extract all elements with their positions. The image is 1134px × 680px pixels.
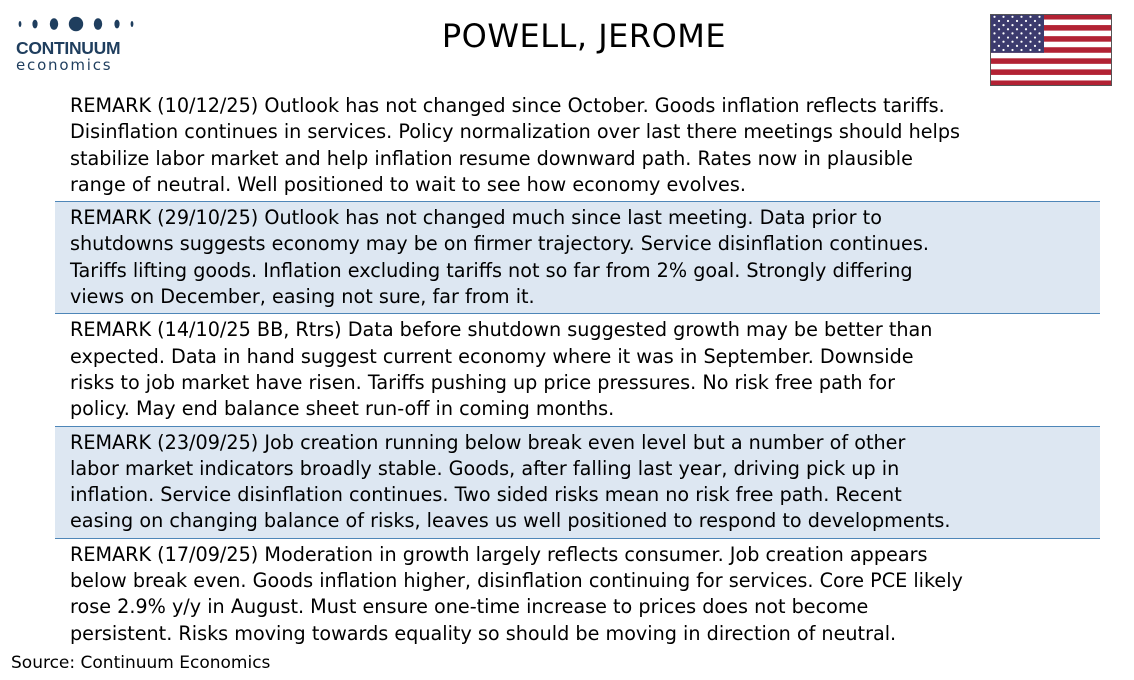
remark-line: risks to job market have risen. Tariffs pushing up price pressures. No risk free path for	[70, 370, 896, 394]
page-title: POWELL, JEROME	[441, 17, 727, 55]
remark-line: Disinflation continues in services. Policy normalization over last there meetings should helps	[70, 120, 961, 144]
remark-line: shutdowns suggests economy may be on firmer trajectory. Service disinflation continues.	[70, 232, 929, 256]
logo-name: CONTINUUM	[16, 38, 121, 58]
remark-line: REMARK (29/10/25) Outlook has not changed much since last meeting. Data prior to	[70, 206, 882, 230]
remark-line: Tariffs lifting goods. Inflation excluding tariffs not so far from 2% goal. Strongly differing	[70, 258, 913, 282]
remark-line: rose 2.9% y/y in August. Must ensure one-time increase to prices does not become	[70, 595, 869, 619]
remark-line: policy. May end balance sheet run-off in coming months.	[70, 397, 615, 421]
remark-line: below break even. Goods inflation higher, disinflation continuing for services. Core PCE likely	[70, 569, 963, 593]
remark-line: easing on changing balance of risks, leaves us well positioned to respond to developments.	[70, 509, 951, 533]
remarks-list	[55, 90, 1100, 650]
logo-subtitle: economics	[16, 56, 113, 74]
remark-row	[55, 90, 1100, 202]
remark-line: inflation. Service disinflation continues. Two sided risks mean no risk free path. Recent	[70, 483, 902, 507]
remark-line: range of neutral. Well positioned to wait to see how economy evolves.	[70, 172, 746, 196]
remark-line: views on December, easing not sure, far from it.	[70, 285, 535, 309]
remark-row	[55, 539, 1100, 650]
remark-line: REMARK (10/12/25) Outlook has not changed since October. Goods inflation reflects tariffs.	[70, 94, 945, 117]
remark-line: persistent. Risks moving towards equality so should be moving in direction of neutral.	[70, 621, 897, 645]
remark-row	[55, 314, 1100, 426]
remark-row	[55, 427, 1100, 539]
remark-line: expected. Data in hand suggest current economy where it was in September. Downside	[70, 344, 914, 368]
us-flag-icon	[990, 14, 1112, 86]
remark-line: stabilize labor market and help inflation resume downward path. Rates now in plausible	[70, 146, 913, 170]
remark-line: REMARK (17/09/25) Moderation in growth largely reflects consumer. Job creation appears	[70, 542, 928, 566]
remark-line: REMARK (23/09/25) Job creation running below break even level but a number of other	[70, 430, 906, 454]
remark-line: labor market indicators broadly stable. Goods, after falling last year, driving pick up in	[70, 456, 900, 480]
source-note: Source: Continuum Economics	[11, 653, 271, 673]
remark-row	[55, 202, 1100, 314]
remark-line: REMARK (14/10/25 BB, Rtrs) Data before shutdown suggested growth may be better than	[70, 318, 933, 342]
